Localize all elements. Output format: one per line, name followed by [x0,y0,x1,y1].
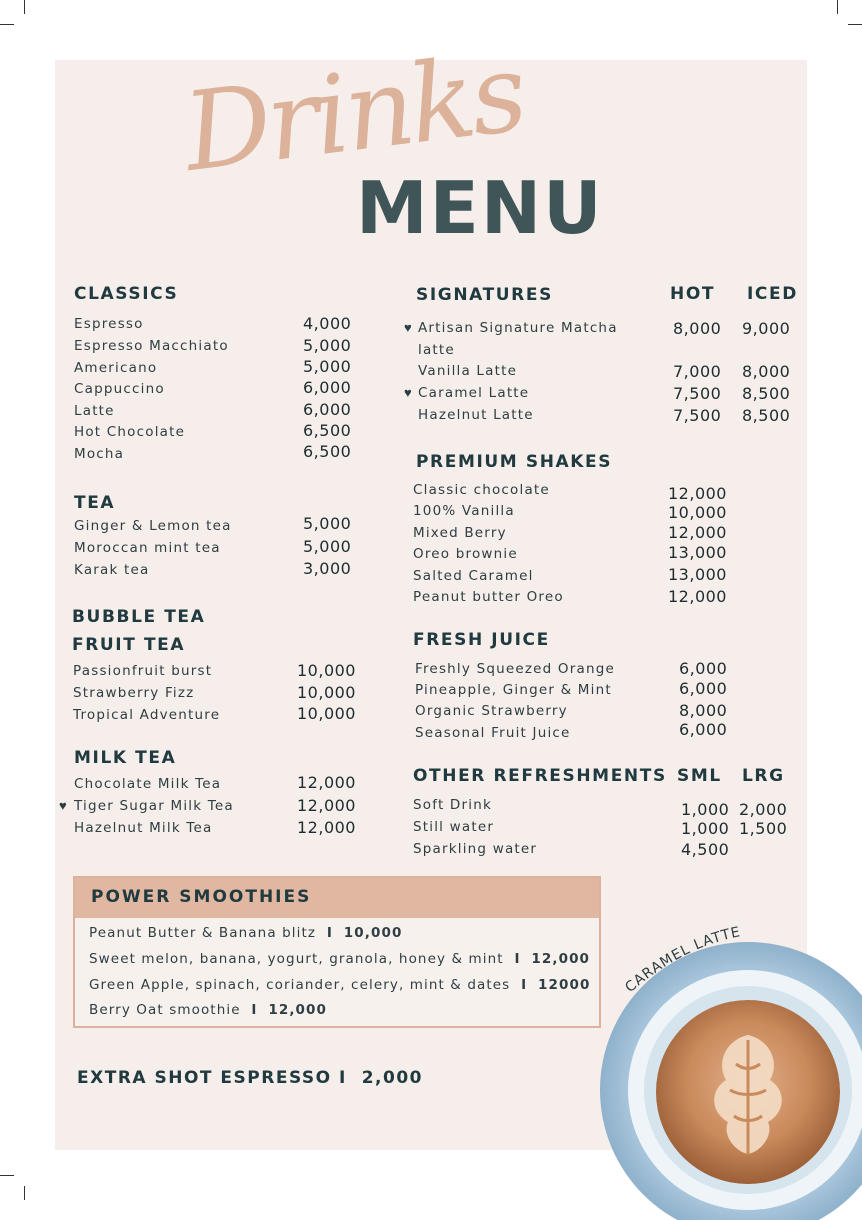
heart-icon: ♥ [59,798,67,813]
menu-item-price-sml: 1,000 [681,819,730,838]
menu-item-name: Hazelnut Latte [418,407,534,423]
separator: I [339,1068,347,1088]
section-title-fresh-juice: FRESH JUICE [413,630,550,650]
menu-item-name: Soft Drink [413,797,492,813]
menu-item-name: Classic chocolate [413,482,550,498]
menu-item-price-iced: 8,500 [742,406,791,425]
smoothie-name: Berry Oat smoothie [89,1002,241,1018]
section-title-classics: CLASSICS [74,284,179,304]
menu-item-price: 12,000 [297,818,356,837]
menu-item-price: 5,000 [303,514,352,533]
menu-item-name: Americano [74,360,158,376]
heart-icon: ♥ [404,385,412,400]
separator: I [251,1002,258,1018]
section-title-fruit-tea: FRUIT TEA [72,635,186,655]
menu-item-name: Espresso [74,316,144,332]
section-title-signatures: SIGNATURES [416,285,553,305]
power-smoothies-box [73,876,601,1028]
crop-mark [0,1175,14,1176]
crop-mark [0,24,14,25]
power-smoothies-header [75,878,599,918]
column-header-hot: HOT [670,284,716,304]
svg-text:CARAMEL LATTE [622,924,742,996]
photo-caption [600,905,840,1025]
menu-item-name: Hot Chocolate [74,424,186,440]
section-title-premium-shakes: PREMIUM SHAKES [416,452,613,472]
menu-item-name: Passionfruit burst [73,663,213,679]
page-title: MENU [356,166,604,250]
menu-item-price-iced: 8,500 [742,384,791,403]
crop-mark [837,0,838,14]
menu-item-price-sml: 1,000 [681,800,730,819]
column-header-iced: ICED [747,284,798,304]
menu-item-name: Latte [74,403,115,419]
menu-item-price: 6,000 [679,720,728,739]
menu-item-price: 8,000 [679,701,728,720]
menu-item-price: 12,000 [297,796,356,815]
menu-item-price: 6,000 [679,659,728,678]
separator: I [514,951,521,967]
smoothie-price: 10,000 [343,925,403,941]
menu-item-name: Moroccan mint tea [74,540,221,556]
menu-item-price: 10,000 [297,683,356,702]
section-title-other-refreshments: OTHER REFRESHMENTS [413,766,667,786]
menu-item-price-iced: 9,000 [742,319,791,338]
menu-item-price-lrg: 1,500 [739,819,788,838]
menu-item-name: Vanilla Latte [418,363,518,379]
menu-item-name: Still water [413,819,495,835]
menu-item-name: Organic Strawberry [415,703,568,719]
smoothie-item [89,951,590,967]
menu-item-name: Salted Caramel [413,568,534,584]
menu-item-price: 5,000 [303,357,352,376]
menu-item-price: 12,000 [297,773,356,792]
menu-item-name: Freshly Squeezed Orange [415,661,616,677]
menu-item-price: 10,000 [297,704,356,723]
menu-item-name: Cappuccino [74,381,165,397]
smoothie-price: 12,000 [531,951,591,967]
menu-item-price: 6,000 [679,679,728,698]
section-title-milk-tea: MILK TEA [74,748,177,768]
separator: I [521,977,528,993]
menu-item-name: Oreo brownie [413,546,518,562]
extra-shot-label: EXTRA SHOT ESPRESSO [77,1068,332,1088]
smoothie-price: 12,000 [268,1002,328,1018]
menu-item-name: Seasonal Fruit Juice [415,725,571,741]
menu-item-price: 4,000 [303,314,352,333]
section-title-tea: TEA [74,493,116,513]
crop-mark [24,0,25,14]
menu-item-name: Mixed Berry [413,525,507,541]
section-title-power-smoothies: POWER SMOOTHIES [91,887,312,907]
photo-caption-text: CARAMEL LATTE [622,924,743,996]
menu-item-name: Peanut butter Oreo [413,589,564,605]
menu-item-price: 6,500 [303,442,352,461]
menu-item-price: 10,000 [668,503,727,522]
menu-item-name: Hazelnut Milk Tea [74,820,213,836]
extra-shot-price: 2,000 [361,1068,423,1088]
menu-item-name: Strawberry Fizz [73,685,195,701]
menu-item-name: Sparkling water [413,841,538,857]
menu-item-price: 6,000 [303,378,352,397]
menu-item-price: 6,000 [303,400,352,419]
menu-item-name: Caramel Latte [418,385,530,401]
column-header-lrg: LRG [742,766,785,786]
crop-mark [24,1186,25,1200]
menu-item-price-hot: 8,000 [673,319,722,338]
separator: I [326,925,333,941]
extra-shot-line [77,1068,423,1088]
smoothie-name: Green Apple, spinach, coriander, celery, mint & dates [89,977,511,993]
menu-item-name: Chocolate Milk Tea [74,776,222,792]
menu-item-name: Ginger & Lemon tea [74,518,232,534]
smoothie-item [89,977,590,993]
smoothie-price: 12000 [538,977,591,993]
menu-item-price: 5,000 [303,336,352,355]
menu-item-price-hot: 7,000 [673,362,722,381]
menu-item-price: 3,000 [303,559,352,578]
menu-item-price: 5,000 [303,537,352,556]
smoothie-item [89,1002,327,1018]
heart-icon: ♥ [404,320,412,335]
menu-item-price-lrg: 2,000 [739,800,788,819]
menu-item-name-continued: latte [418,342,455,358]
menu-item-price-hot: 7,500 [673,384,722,403]
menu-item-price: 12,000 [668,484,727,503]
menu-item-name: Mocha [74,446,125,462]
section-title-bubble-tea: BUBBLE TEA [72,607,206,627]
crop-mark [848,24,862,25]
menu-item-name: 100% Vanilla [413,503,515,519]
menu-item-price: 13,000 [668,565,727,584]
menu-item-name: Tropical Adventure [73,707,221,723]
column-header-sml: SML [677,766,722,786]
menu-item-price-iced: 8,000 [742,362,791,381]
smoothie-name: Sweet melon, banana, yogurt, granola, honey & mint [89,951,504,967]
menu-item-name: Espresso Macchiato [74,338,229,354]
smoothie-item [89,925,402,941]
menu-item-name: Tiger Sugar Milk Tea [74,798,234,814]
menu-item-price: 12,000 [668,587,727,606]
menu-item-price: 6,500 [303,421,352,440]
menu-item-price-hot: 7,500 [673,406,722,425]
menu-item-price-sml: 4,500 [681,840,730,859]
script-title: Drinks [177,30,530,196]
menu-item-name: Artisan Signature Matcha [418,320,618,336]
menu-item-price: 10,000 [297,661,356,680]
menu-item-price: 13,000 [668,543,727,562]
smoothie-name: Peanut Butter & Banana blitz [89,925,317,941]
menu-item-price: 12,000 [668,523,727,542]
menu-item-name: Pineapple, Ginger & Mint [415,682,612,698]
menu-item-name: Karak tea [74,562,150,578]
